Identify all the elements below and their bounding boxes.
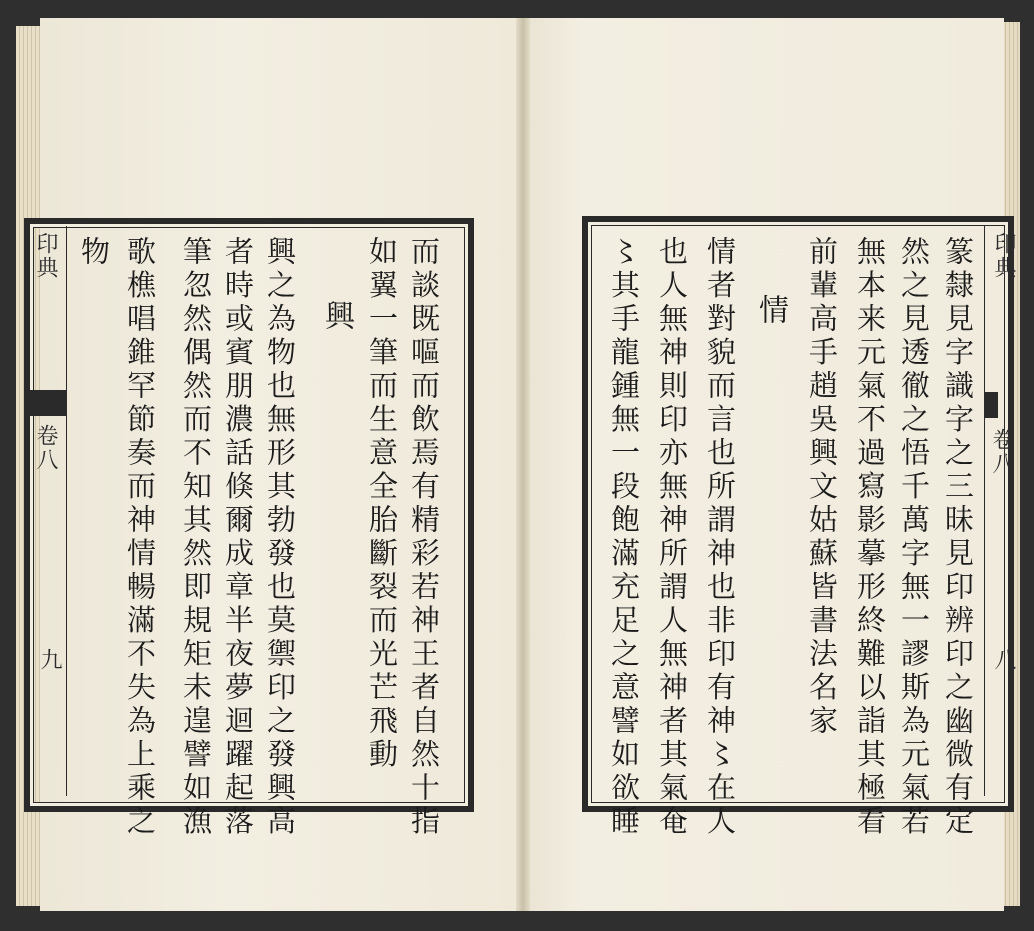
left-column-4: 興之為物也無形其勃發也莫禦印之發興高 — [263, 236, 297, 839]
right-margin-volume: 卷八 — [989, 428, 1014, 476]
left-column-8: 物 — [77, 236, 111, 270]
right-margin-title: 印典 — [991, 232, 1016, 280]
right-column-4: 前輩高手趙吳興文姑蘇皆書法名家 — [805, 236, 839, 739]
right-column-8: 〻其手龍鍾無一段飽滿充足之意譬如欲睡 — [607, 236, 641, 839]
left-column-1: 而談既嘔而飲焉有精彩若神王者自然十指 — [407, 236, 441, 839]
right-fish-tail-mark — [984, 392, 998, 418]
right-heading-qing: 情 — [753, 294, 788, 329]
left-column-5: 者時或賓朋濃話倏爾成章半夜夢迴躍起落 — [221, 236, 255, 839]
left-column-7: 歌樵唱錐罕節奏而神情暢滿不失為上乘之 — [123, 236, 157, 839]
left-margin-volume: 卷八 — [33, 424, 58, 472]
right-column-2: 然之見透徹之悟千萬字無一謬斯為元氣若 — [897, 236, 931, 839]
left-margin-folio: 九 — [37, 648, 62, 672]
right-column-7: 也人無神則印亦無神所謂人無神者其氣奄 — [655, 236, 689, 839]
right-margin-folio: 八 — [991, 648, 1016, 672]
left-banxin-line — [66, 226, 67, 796]
right-column-3: 無本来元氣不過寫影摹形終難以詣其極看 — [853, 236, 887, 839]
left-margin-title: 印典 — [33, 232, 58, 280]
left-fish-tail-mark — [30, 390, 66, 416]
book-gutter — [516, 18, 530, 911]
right-column-1: 篆隸見字識字之三昧見印辨印之幽微有定 — [941, 236, 975, 839]
left-column-2: 如翼一筆而生意全胎斷裂而光芒飛動 — [365, 236, 399, 772]
right-banxin-line — [984, 226, 985, 796]
right-column-6: 情者對貌而言也所謂神也非印有神〻在人 — [703, 236, 737, 839]
left-column-6: 筆忽然偶然而不知其然即規矩未遑譬如漁 — [179, 236, 213, 839]
left-heading-xing: 興 — [319, 300, 354, 335]
